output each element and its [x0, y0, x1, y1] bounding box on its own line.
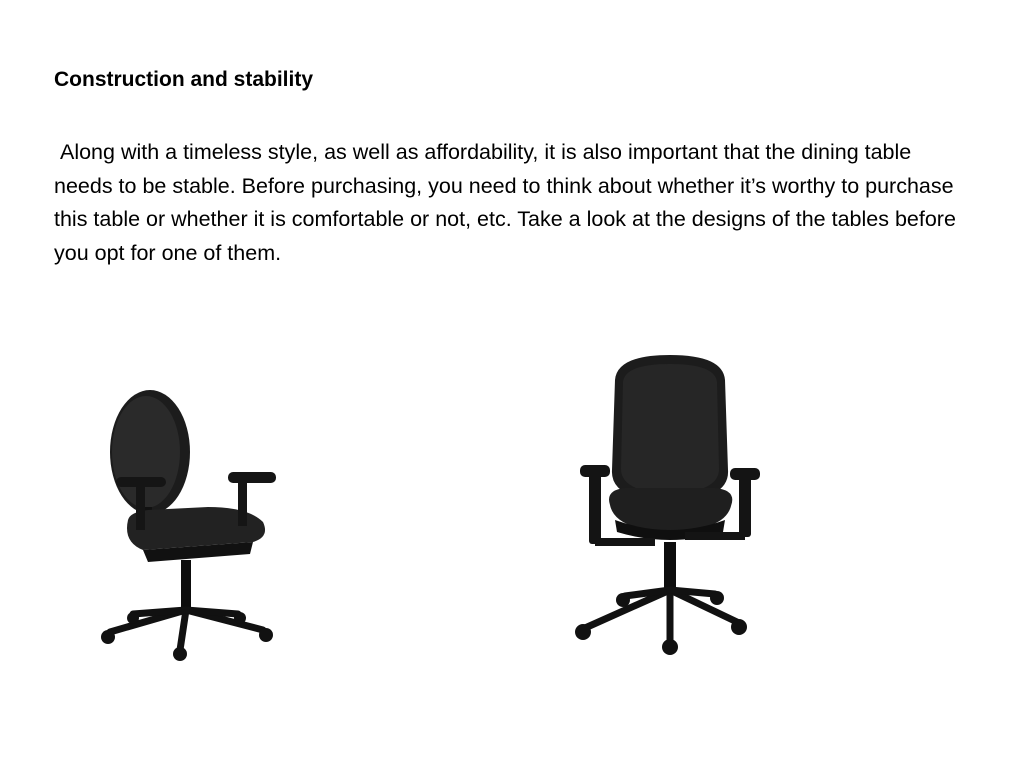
- chair-back: [110, 390, 190, 514]
- slide-body-text: Along with a timeless style, as well as affordability, it is also important that the dining table needs to be stable. Before purchasing, you need to think about whether it’s worthy to purchase this table or whether it is comfortable or not, etc. Take a look at the designs of the tables before you opt for one of them.: [54, 140, 962, 265]
- office-chair-right-image: [565, 350, 775, 660]
- slide-heading: Construction and stability: [54, 68, 314, 91]
- office-chair-left-image: [88, 382, 288, 662]
- gas-lift: [181, 560, 191, 608]
- chair-back: [612, 355, 728, 502]
- gas-lift: [664, 542, 676, 590]
